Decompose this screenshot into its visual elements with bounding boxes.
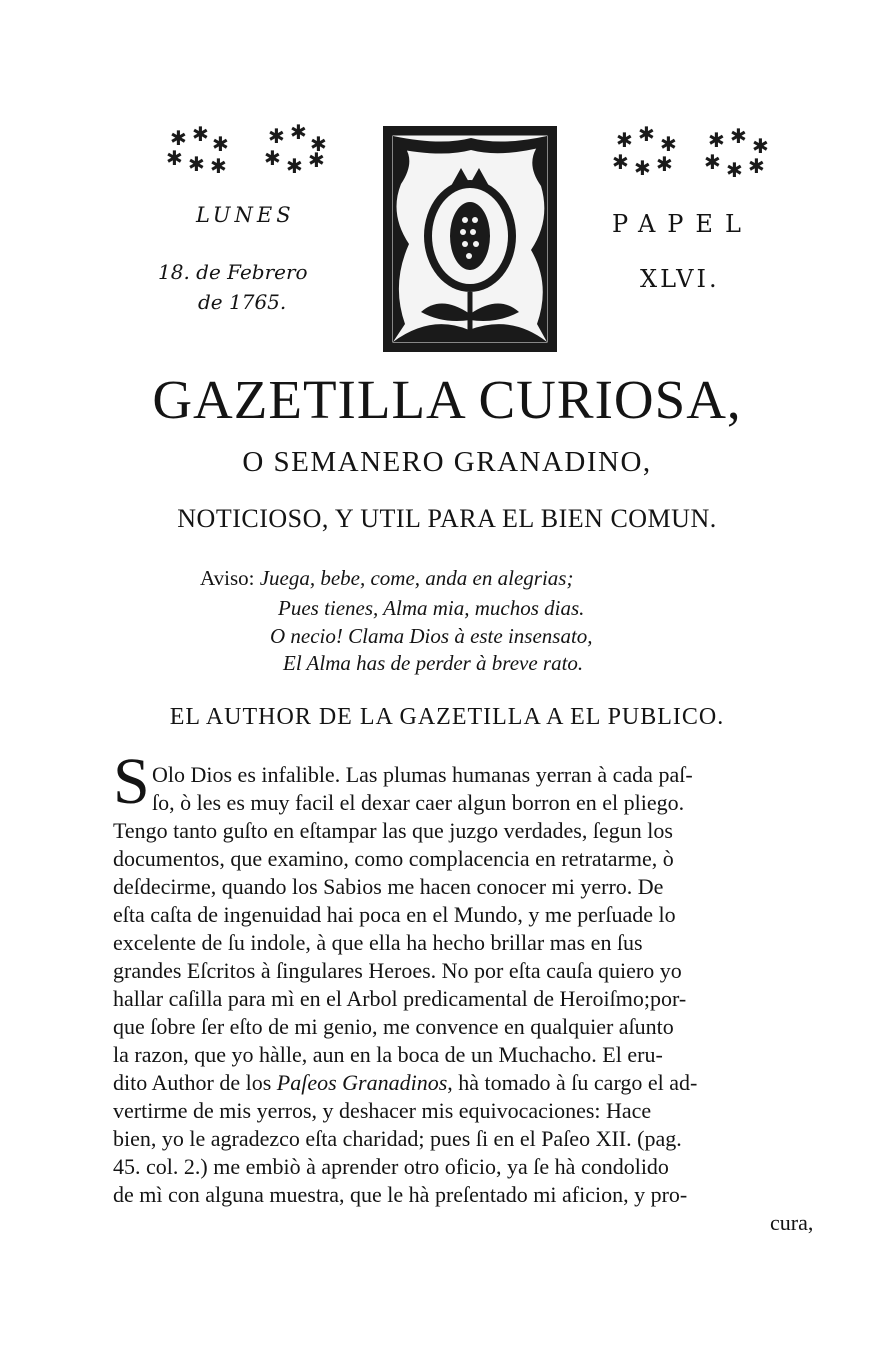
body-line: que ſobre ſer eſto de mi genio, me convence en qualquier aſunto: [113, 1014, 674, 1039]
aviso-lead: Aviso:: [200, 566, 255, 590]
body-line: [113, 1070, 697, 1096]
date-line-1: 18. de Febrero: [158, 260, 308, 284]
pomegranate-woodcut-icon: [381, 124, 559, 354]
body-line: hallar caſilla para mì en el Arbol predicamental de Heroiſmo;por-: [113, 986, 687, 1011]
drop-cap: S: [113, 745, 150, 818]
body-line: eſta caſta de ingenuidad hai poca en el Mundo, y me perſuade lo: [113, 902, 676, 927]
aviso-line-4: El Alma has de perder à breve rato.: [283, 651, 584, 675]
page-title: GAZETILLA CURIOSA,: [152, 369, 742, 430]
body-line: 45. col. 2.) me embiò à aprender otro oficio, ya ſe hà condolido: [113, 1154, 669, 1179]
body-line: vertirme de mis yerros, y deshacer mis equivocaciones: Hace: [113, 1098, 652, 1123]
paper-label: PAPEL: [612, 210, 753, 238]
asterisk-cluster-icon: ✱ ✱ ✱ ✱ ✱ ✱: [264, 120, 327, 178]
paper-number: XLVI.: [640, 265, 720, 293]
aviso-line-2: Pues tienes, Alma mia, muchos dias.: [278, 596, 585, 620]
asterisk-cluster-icon: ✱ ✱ ✱ ✱ ✱ ✱: [166, 122, 229, 178]
asterisk-cluster-icon: ✱ ✱ ✱ ✱ ✱ ✱: [704, 124, 769, 182]
body-line: grandes Eſcritos à ſingulares Heroes. No por eſta cauſa quiero yo: [113, 958, 682, 983]
body-line: excelente de ſu indole, à que ella ha hecho brillar mas en ſus: [113, 930, 643, 955]
subtitle-1: O SEMANERO GRANADINO,: [242, 446, 652, 478]
body-line: Tengo tanto guſto en eſtampar las que juzgo verdades, ſegun los: [113, 818, 673, 843]
aviso-text-1: Juega, bebe, come, anda en alegrias;: [259, 566, 574, 590]
aviso-line-1: [200, 566, 573, 591]
subtitle-2: NOTICIOSO, Y UTIL PARA EL BIEN COMUN.: [177, 504, 717, 533]
asterisk-cluster-icon: ✱ ✱ ✱ ✱ ✱ ✱: [612, 122, 677, 180]
body-line: deſdecirme, quando los Sabios me hacen conocer mi yerro. De: [113, 874, 664, 899]
body-line: bien, yo le agradezco eſta charidad; pues ſi en el Paſeo XII. (pag.: [113, 1126, 682, 1151]
body-line: de mì con alguna muestra, que le hà preſentado mi aficion, y pro-: [113, 1182, 688, 1207]
body-line: ſo, ò les es muy facil el dexar caer algun borron en el pliego.: [152, 790, 685, 815]
catchword: cura,: [770, 1210, 814, 1235]
date-line-2: de 1765.: [198, 290, 287, 314]
aviso-line-3: O necio! Clama Dios à este insensato,: [270, 624, 593, 648]
body-line: documentos, que examino, como complacencia en retratarme, ò: [113, 846, 674, 871]
section-heading: EL AUTHOR DE LA GAZETILLA A EL PUBLICO.: [169, 704, 725, 730]
body-line: Olo Dios es infalible. Las plumas humanas yerran à cada paſ-: [152, 762, 693, 787]
weekday: LUNES: [196, 203, 295, 227]
body-line-11: dito Author de los Paſeos Granadinos, hà tomado à ſu cargo el ad-: [113, 1070, 698, 1095]
body-line: la razon, que yo hàlle, aun en la boca de un Muchacho. El eru-: [113, 1042, 663, 1067]
